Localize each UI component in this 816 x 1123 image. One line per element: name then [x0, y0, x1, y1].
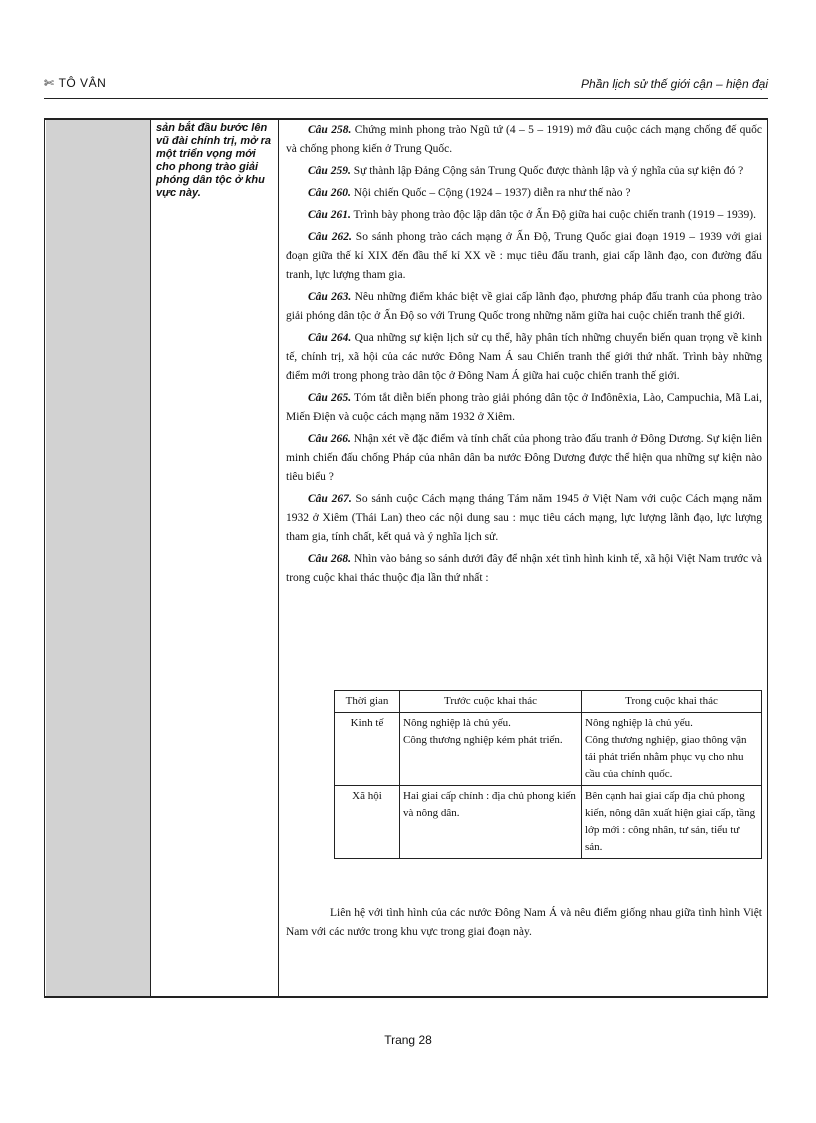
- question-text: Trình bày phong trào độc lập dân tộc ở Ấn Độ giữa hai cuộc chiến tranh (1919 – 1939).: [350, 209, 756, 221]
- page-number: Trang 28: [384, 1033, 432, 1047]
- table-left-border: [44, 118, 45, 996]
- header-cell: Trong cuộc khai thác: [582, 691, 762, 713]
- question-number: Câu 258.: [308, 124, 352, 136]
- sidebar-note: sản bắt đầu bước lên vũ đài chính trị, mở ra một triển vọng mới cho phong trào giải phóng dân tộc ở khu vực này.: [156, 122, 271, 199]
- question-number: Câu 264.: [308, 332, 352, 344]
- question-text: Nhận xét về đặc điểm và tính chất của phong trào đấu tranh ở Đông Dương. Sự kiện liên minh chiến đấu chống Pháp của nhân dân ba nước Đông Dương được thể hiện qua những sự kiện nào tiêu biểu ?: [286, 433, 762, 483]
- question-paragraph: [286, 121, 762, 159]
- header-section-title: Phần lịch sử thế giới cận – hiện đại: [581, 77, 768, 91]
- question-number: Câu 261.: [308, 209, 351, 221]
- closing-paragraph: Liên hệ với tình hình của các nước Đông Nam Á và nêu điểm giống nhau giữa tình hình Việt Nam với các nước trong khu vực trong giai đoạn này.: [286, 907, 762, 938]
- question-paragraph: [286, 430, 762, 487]
- question-text: So sánh cuộc Cách mạng tháng Tám năm 1945 ở Việt Nam với cuộc Cách mạng năm 1932 ở Xiêm (Thái Lan) theo các nội dung sau : mục tiêu cách mạng, lực lượng lãnh đạo, lực lượng tham gia, tính chất, kết quả và ý nghĩa lịch sử.: [286, 493, 762, 543]
- question-text: Nêu những điểm khác biệt về giai cấp lãnh đạo, phương pháp đấu tranh của phong trào giải phóng dân tộc ở Ấn Độ so với Trung Quốc trong những năm giữa hai cuộc chiến tranh thế giới.: [286, 291, 762, 322]
- table-cell: Kinh tế: [335, 713, 400, 786]
- header-cell: Trước cuộc khai thác: [400, 691, 582, 713]
- header-cell: Thời gian: [335, 691, 400, 713]
- question-number: Câu 267.: [308, 493, 352, 505]
- question-number: Câu 266.: [308, 433, 351, 445]
- question-list: [286, 121, 762, 591]
- header-rule: [44, 98, 768, 99]
- table-cell: Hai giai cấp chính : địa chủ phong kiến và nông dân.: [400, 786, 582, 859]
- question-number: Câu 262.: [308, 231, 352, 243]
- table-top-rule: [44, 118, 768, 120]
- question-text: So sánh phong trào cách mạng ở Ấn Độ, Trung Quốc giai đoạn 1919 – 1939 với giai đoạn giữa thế kỉ XIX đến đầu thế kỉ XX về : mục tiêu đấu tranh, giai cấp lãnh đạo, con đường đấu tranh, lực lượng tham gia.: [286, 231, 762, 281]
- question-paragraph: [286, 288, 762, 326]
- author-name: TÔ VÂN: [58, 76, 107, 90]
- question-text: Qua những sự kiện lịch sử cụ thể, hãy phân tích những chuyển biến quan trọng về kinh tế, chính trị, xã hội của các nước Đông Nam Á sau Chiến tranh thế giới thứ nhất. Trình bày những điểm mới trong phong trào dân tộc ở Đông Nam Á giữa hai cuộc chiến tranh thế giới.: [286, 332, 762, 382]
- question-text: Nhìn vào bảng so sánh dưới đây để nhận xét tình hình kinh tế, xã hội Việt Nam trước và trong cuộc khai thác thuộc địa lần thứ nhất :: [286, 553, 762, 584]
- question-paragraph: [286, 228, 762, 285]
- question-number: Câu 263.: [308, 291, 352, 303]
- table-bottom-rule: [44, 996, 768, 998]
- shaded-column: [46, 120, 151, 996]
- question-paragraph: [286, 490, 762, 547]
- question-text: Tóm tắt diễn biến phong trào giải phóng dân tộc ở Inđônêxia, Lào, Campuchia, Mã Lai, Miến Điện và cuộc cách mạng năm 1932 ở Xiêm.: [286, 392, 762, 423]
- question-text: Sự thành lập Đảng Cộng sản Trung Quốc được thành lập và ý nghĩa của sự kiện đó ?: [350, 165, 744, 177]
- question-paragraph: [286, 206, 762, 225]
- table-header-row: [335, 691, 762, 713]
- question-text: Chứng minh phong trào Ngũ tứ (4 – 5 – 1919) mở đầu cuộc cách mạng chống đế quốc và chống phong kiến ở Trung Quốc.: [286, 124, 762, 155]
- table-row: [335, 713, 762, 786]
- table-cell: Xã hội: [335, 786, 400, 859]
- header-author: [44, 76, 106, 90]
- table-row: [335, 786, 762, 859]
- table-cell: Nông nghiệp là chủ yếu. Công thương nghiệp, giao thông vận tải phát triển nhằm phục vụ cho nhu cầu của chính quốc.: [582, 713, 762, 786]
- table-cell: Nông nghiệp là chủ yếu. Công thương nghiệp kém phát triển.: [400, 713, 582, 786]
- scissors-icon: ✄: [44, 76, 55, 90]
- page-header: [44, 72, 768, 98]
- column-divider: [278, 120, 279, 996]
- question-paragraph: [286, 550, 762, 588]
- question-paragraph: [286, 184, 762, 203]
- question-number: Câu 268.: [308, 553, 351, 565]
- question-paragraph: [286, 329, 762, 386]
- question-number: Câu 265.: [308, 392, 352, 404]
- question-number: Câu 260.: [308, 187, 351, 199]
- question-text: Nội chiến Quốc – Cộng (1924 – 1937) diễn ra như thế nào ?: [350, 187, 631, 199]
- question-paragraph: [286, 162, 762, 181]
- table-right-border: [767, 118, 768, 996]
- table-cell: Bên cạnh hai giai cấp địa chủ phong kiến, nông dân xuất hiện giai cấp, tầng lớp mới : công nhân, tư sản, tiểu tư sản.: [582, 786, 762, 859]
- question-number: Câu 259.: [308, 165, 351, 177]
- question-paragraph: [286, 389, 762, 427]
- comparison-table: [334, 690, 762, 859]
